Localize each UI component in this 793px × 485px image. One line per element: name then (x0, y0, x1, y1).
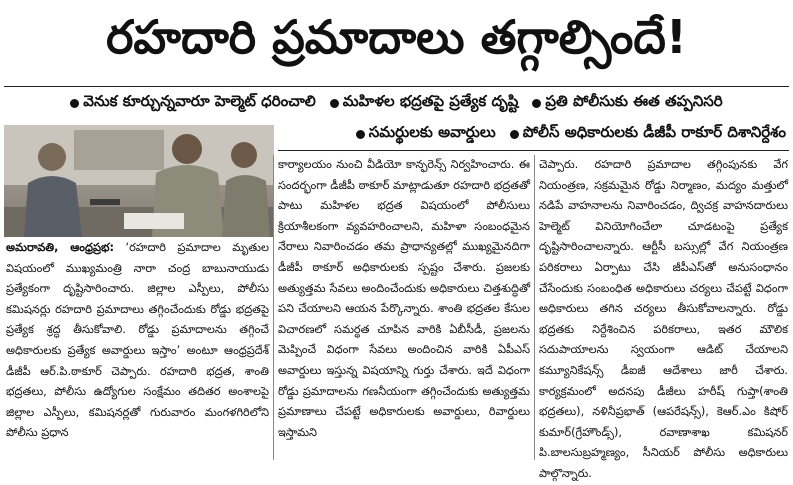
bullet-icon (70, 99, 79, 108)
bullet-icon (356, 130, 365, 139)
dateline: అమరావతి, ఆంధ్రప్రభ: (6, 241, 114, 254)
subhead-text: మహిళల భద్రతపై ప్రత్యేక దృష్టి (342, 92, 519, 110)
subhead-text: ప్రతి పోలీసుకు ఈత తప్పనిసరి (545, 92, 723, 110)
subhead-item (356, 123, 496, 145)
subhead-item (510, 123, 786, 145)
meeting-photo (4, 125, 274, 237)
subhead-item (70, 92, 316, 114)
photo-illustration (4, 125, 274, 237)
column-text: ‘రహదారి ప్రమాదాల మృతుల విషయంలో ముఖ్యమంత్రి నారా చంద్ర బాబునాయుడు ప్రత్యేకంగా దృష్టిసారించారు. జిల్లాల ఎస్పీలు, పోలీసు కమిషనర్లు రహదారి ప్రమాదాలు తగ్గించేందుకు రోడ్డు భద్రతపై ప్రత్యేక శ్రద్ధ తీసుకోవాలి. రోడ్డు ప్రమాదాలను తగ్గించే అధికారులకు ప్రత్యేక అవార్డులు ఇస్తాం’ అంటూ ఆంధ్రప్రదేశ్ డీజీపీ ఆర్.పి.ఠాకూర్ చెప్పారు. రహదారి భద్రత, శాంతి భద్రతలు, పోలీసు ఉద్యోగుల సంక్షేమం తదితర అంశాలపై జిల్లాల ఎస్పీలు, కమిషనర్లతో గురువారం మంగళగిరిలోని పోలీసు ప్రధాన (6, 241, 270, 440)
subhead-item (532, 92, 722, 114)
article-column-3 (539, 155, 788, 480)
headline-rule (4, 86, 789, 87)
headline: రహదారి ప్రమాదాలు తగ్గాల్సిందే! (106, 10, 687, 64)
subhead-rule (278, 150, 789, 151)
bullet-icon (532, 99, 541, 108)
subhead-item (330, 92, 519, 114)
column-text: కార్యాలయం నుంచి వీడియో కాన్ఫరెన్స్ నిర్వహించారు. ఈ సందర్భంగా డీజీపీ ఠాకూర్ మాట్లాడుతూ రహదారి భద్రతతో పాటు మహిళల భద్రత విషయంలో పోలీసులు క్రియాశీలకంగా వ్యవహరించాలని, మహిళా సంబంధమైన నేరాలు నివారించడం తమ ప్రాధాన్యతల్లో ముఖ్యమైనదిగా డీజీపీ ఠాకూర్ అధికారులకు స్పష్టం చేశారు. ప్రజలకు అత్యుత్తమ సేవలు అందించేందుకు అధికారులు చిత్తశుద్ధితో పని చేయాలని ఆయన పేర్కొన్నారు. శాంతి భద్రతల కేసుల విచారణలో సమర్థత చూపిన వారికి ఏబీసీడీ, ప్రజలను మెప్పించే విధంగా సేవలు అందించిన వారికి ఏపీఎస్ అవార్డులు ఇస్తున్న విషయాన్ని గుర్తు చేశారు. ఇదే విధంగా రోడ్డు ప్రమాదాలను గణనీయంగా తగ్గించేందుకు అత్యుత్తమ ప్రమాణాలు చేపట్టే అధికారులకు అవార్డులు, రివార్డులు ఇస్తామని (278, 158, 530, 439)
article-column-1 (6, 238, 269, 460)
subhead-text: పోలీస్ అధికారులకు డీజీపీ రాకూర్ దిశానిర్దేశం (522, 123, 786, 141)
subhead-row-1 (0, 88, 793, 118)
subhead-text: సమర్థులకు అవార్డులు (368, 123, 496, 141)
bullet-icon (330, 99, 339, 108)
column-text: చెప్పారు. రహదారి ప్రమాదాల తగ్గింపునకు వేగ నియంత్రణ, సక్రమమైన రోడ్డు నిర్మాణం, మద్యం మత్తులో నడిపే వాహనాలను నివారించడం, ద్విచక్ర వాహనదారులు హెల్మెట్ వినియోగించేలా చూడటంపై ప్రత్యేక దృష్టిసారించాలన్నారు. ఆర్టీసీ బస్సుల్లో వేగ నియంత్రణ పరికరాలు ఏర్పాటు చేసి జీపీఎస్‌తో అనుసంధానం చేసేందుకు సంబంధిత అధికారులు చర్యలు చేపట్టే విధంగా అధికారులు తగిన చర్యలు తీసుకోవాలన్నారు. రోడ్డు భద్రతకు నిర్దేశించిన పరికరాలు, ఇతర మౌలిక సదుపాయాలను స్వయంగా ఆడిట్ చేయాలని కమ్యూనికేషన్స్ డీఐజీ ఆదేశాలు జారీ చేశారు. కార్యక్రమంలో అదనపు డీజీలు హరీష్ గుప్తా(శాంతి భద్రతలు), నళినీప్రభాత్ (ఆపరేషన్స్), కెఆర్.ఎం కిషోర్ కుమార్(గ్రేహౌండ్స్), రవాణాశాఖ కమిషనర్ పి.బాలసుబ్రహ్మణ్యం, సీనియర్ పోలీసు అధికారులు పాల్గొన్నారు. (539, 158, 788, 480)
column-divider (534, 155, 535, 460)
subhead-text: వెనుక కూర్చున్నవారూ హెల్మెట్ ధరించాలి (83, 92, 316, 110)
article-column-2 (278, 155, 530, 460)
column-divider (273, 155, 274, 460)
subhead-row-2 (190, 119, 790, 149)
bullet-icon (510, 130, 519, 139)
